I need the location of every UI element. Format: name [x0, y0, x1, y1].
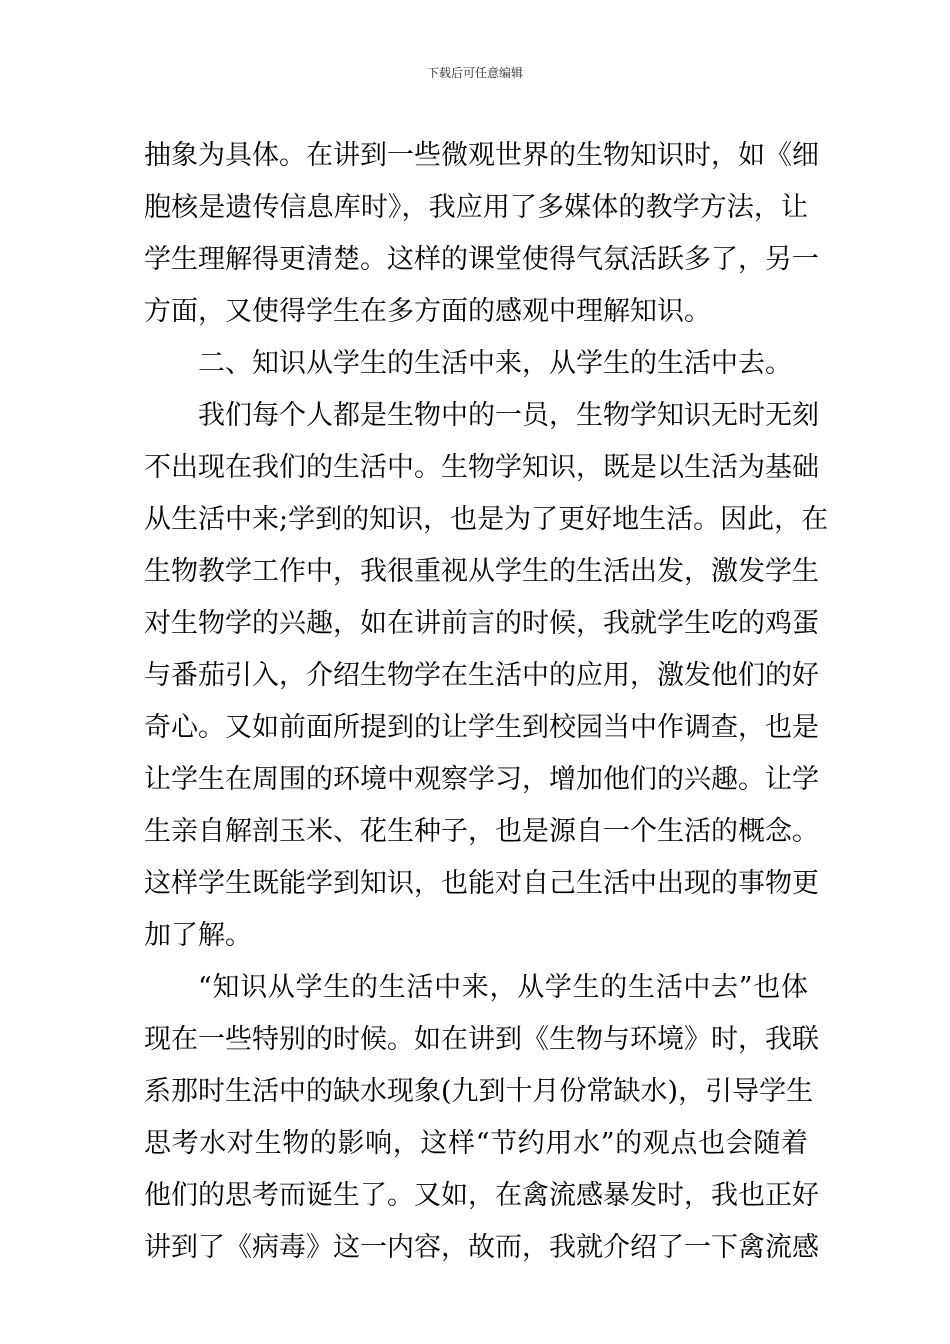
text-line: 思考水对生物的影响，这样“节约用水”的观点也会随着 [144, 1128, 808, 1159]
text-line: 现在一些特别的时候。如在讲到《生物与环境》时，我联 [144, 1024, 819, 1055]
document-body [144, 130, 829, 1274]
text-line: 从生活中来;学到的知识，也是为了更好地生活。因此，在 [144, 504, 829, 535]
text-line: 奇心。又如前面所提到的让学生到校园当中作调查，也是 [144, 712, 819, 743]
text-line: 加了解。 [144, 920, 252, 951]
text-line: 讲到了《病毒》这一内容，故而，我就介绍了一下禽流感 [144, 1232, 819, 1263]
text-line: “知识从学生的生活中来，从学生的生活中去”也体 [198, 972, 808, 1003]
text-line: 这样学生既能学到知识，也能对自己生活中出现的事物更 [144, 868, 819, 899]
text-line: 不出现在我们的生活中。生物学知识，既是以生活为基础 [144, 452, 819, 483]
text-line: 我们每个人都是生物中的一员，生物学知识无时无刻 [198, 400, 819, 431]
text-line: 系那时生活中的缺水现象(九到十月份常缺水)，引导学生 [144, 1076, 814, 1107]
section-heading: 二、知识从学生的生活中来，从学生的生活中去。 [198, 348, 792, 379]
text-line: 对生物学的兴趣，如在讲前言的时候，我就学生吃的鸡蛋 [144, 608, 819, 639]
text-line: 他们的思考而诞生了。又如，在禽流感暴发时，我也正好 [144, 1180, 819, 1211]
text-line: 让学生在周围的环境中观察学习，增加他们的兴趣。让学 [144, 764, 819, 795]
text-line: 学生理解得更清楚。这样的课堂使得气氛活跃多了，另一 [144, 244, 819, 275]
page-header: 下载后可任意编辑 [426, 66, 523, 80]
text-line: 与番茄引入，介绍生物学在生活中的应用，激发他们的好 [144, 660, 819, 691]
text-line: 生亲自解剖玉米、花生种子，也是源自一个生活的概念。 [144, 816, 819, 847]
text-line: 方面，又使得学生在多方面的感观中理解知识。 [144, 296, 711, 327]
text-line: 生物教学工作中，我很重视从学生的生活出发，激发学生 [144, 556, 819, 587]
text-line: 抽象为具体。在讲到一些微观世界的生物知识时，如《细 [144, 140, 819, 171]
text-line: 胞核是遗传信息库时》，我应用了多媒体的教学方法，让 [144, 192, 808, 223]
